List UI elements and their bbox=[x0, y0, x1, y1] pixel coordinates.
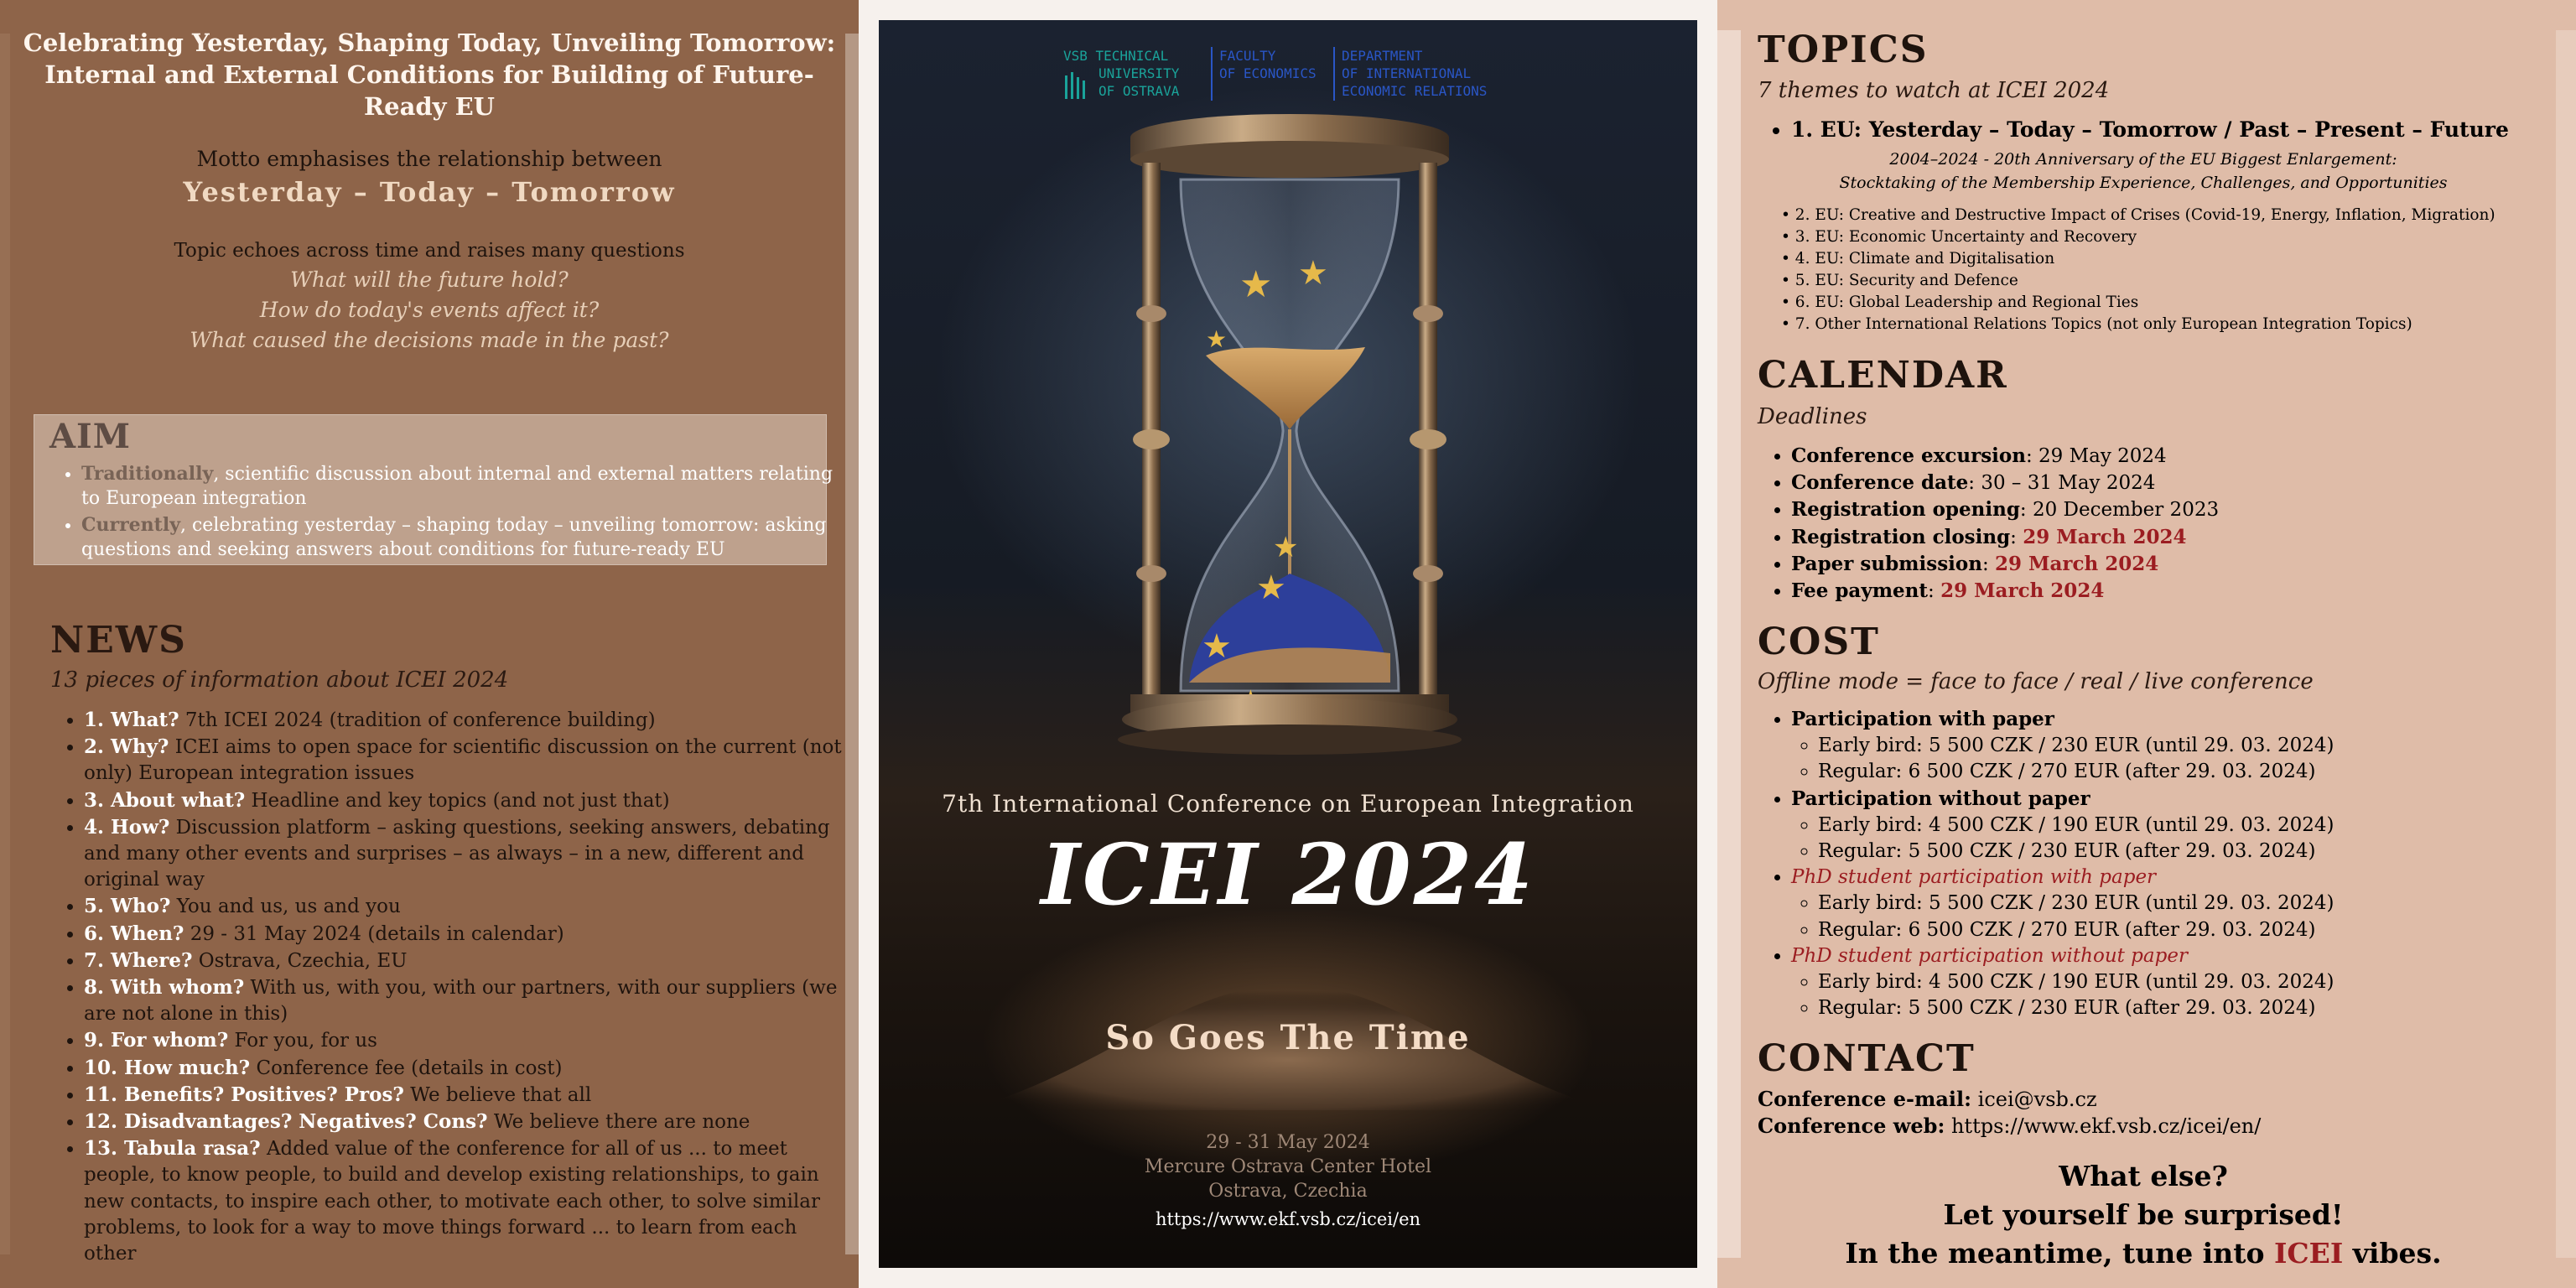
news-item bbox=[84, 734, 855, 787]
topic-item: • 3. EU: Economic Uncertainty and Recovery bbox=[1781, 226, 2496, 248]
news-key: 8. With whom? bbox=[84, 976, 245, 1000]
closing-line-3 bbox=[1758, 1234, 2529, 1273]
svg-text:★: ★ bbox=[1206, 325, 1228, 353]
list-item: • 1. EU: Yesterday – Today – Tomorrow / Past – Present – Future bbox=[1791, 117, 2509, 142]
calendar-label: Paper submission bbox=[1791, 552, 1982, 575]
news-item bbox=[84, 893, 855, 920]
panel-edge bbox=[1717, 30, 1741, 1258]
logo-line: OF ECONOMICS bbox=[1219, 65, 1317, 81]
news-text: Ostrava, Czechia, EU bbox=[192, 949, 408, 972]
closing-message bbox=[1758, 1157, 2529, 1273]
svg-text:★: ★ bbox=[1273, 531, 1299, 564]
contact-web-row bbox=[1758, 1114, 2261, 1138]
calendar-date: 29 March 2024 bbox=[2023, 525, 2187, 548]
news-item bbox=[84, 1027, 855, 1054]
calendar-label: Conference excursion bbox=[1791, 444, 2026, 467]
news-list bbox=[50, 707, 855, 1267]
news-item bbox=[84, 707, 855, 734]
topic-item: • 4. EU: Climate and Digitalisation bbox=[1781, 248, 2496, 270]
header-title-line-2: Internal and External Conditions for Building of Future-Ready EU bbox=[44, 60, 814, 121]
poster-venue: Mercure Ostrava Center Hotel bbox=[1144, 1156, 1432, 1177]
calendar-item bbox=[1791, 578, 2219, 605]
news-text: Conference fee (details in cost) bbox=[250, 1057, 563, 1079]
price-list bbox=[1791, 891, 2334, 943]
logo-line: OF OSTRAVA bbox=[1098, 83, 1180, 99]
aim-list bbox=[49, 462, 836, 564]
calendar-sep: : bbox=[2025, 445, 2039, 467]
topic-item: • 6. EU: Global Leadership and Regional Ties bbox=[1781, 292, 2496, 314]
list-item bbox=[81, 513, 836, 562]
logo-faculty bbox=[1219, 47, 1317, 82]
cost-heading: COST bbox=[1758, 621, 1880, 663]
calendar-date: 20 December 2023 bbox=[2032, 499, 2220, 522]
svg-text:★: ★ bbox=[1256, 569, 1286, 607]
logo-line: FACULTY bbox=[1219, 48, 1276, 64]
topic-main bbox=[1776, 117, 2509, 142]
calendar-label: Fee payment bbox=[1791, 579, 1929, 603]
question-1: What will the future hold? bbox=[290, 267, 569, 292]
news-text: ICEI aims to open space for scientific discussion on the current (not only) European integration issues bbox=[84, 736, 842, 785]
news-text: With us, with you, with our partners, with our suppliers (we are not alone in this) bbox=[84, 977, 838, 1026]
poster-city: Ostrava, Czechia bbox=[1208, 1181, 1368, 1202]
calendar-list bbox=[1766, 443, 2219, 605]
svg-text:★: ★ bbox=[1298, 254, 1328, 293]
news-text: You and us, us and you bbox=[170, 896, 401, 918]
cost-group bbox=[1791, 706, 2334, 786]
calendar-sep: : bbox=[1981, 553, 1996, 575]
news-text: Discussion platform – asking questions, seeking answers, debating and many other events and surprises – as always – in a new, different and original way bbox=[84, 816, 830, 891]
news-item bbox=[84, 974, 855, 1027]
conference-full-name: 7th International Conference on European Integration bbox=[942, 790, 1634, 818]
note-line: 2004–2024 - 20th Anniversary of the EU Biggest Enlargement: bbox=[1889, 150, 2397, 169]
closing-highlight: ICEI bbox=[2273, 1237, 2344, 1270]
price-item: ◦ Regular: 5 500 CZK / 230 EUR (after 29. 03. 2024) bbox=[1818, 839, 2334, 865]
aim-key: Traditionally bbox=[81, 463, 214, 485]
poster-dates: 29 - 31 May 2024 bbox=[1206, 1132, 1370, 1153]
calendar-subtitle: Deadlines bbox=[1758, 404, 1867, 429]
news-key: 6. When? bbox=[84, 922, 184, 945]
conference-title: ICEI 2024 bbox=[1041, 825, 1535, 924]
logo-line: OF INTERNATIONAL bbox=[1342, 65, 1472, 81]
calendar-item bbox=[1791, 524, 2219, 551]
news-item bbox=[84, 1135, 855, 1267]
aim-text: , celebrating yesterday – shaping today – unveiling tomorrow: asking questions and seeking answers about conditions for future-ready EU bbox=[81, 515, 827, 560]
calendar-date: 29 March 2024 bbox=[1995, 552, 2159, 575]
price-item: ◦ Regular: 5 500 CZK / 230 EUR (after 29. 03. 2024) bbox=[1818, 995, 2334, 1021]
calendar-label: Conference date bbox=[1791, 471, 1969, 495]
logo-department bbox=[1342, 47, 1487, 100]
cost-group-label: Participation with paper bbox=[1791, 708, 2054, 730]
calendar-sep: : bbox=[2019, 499, 2033, 522]
panel-edge bbox=[2556, 30, 2576, 1258]
news-text: We believe that all bbox=[403, 1083, 592, 1106]
calendar-date: 29 March 2024 bbox=[1940, 579, 2105, 603]
header-title-line-1: Celebrating Yesterday, Shaping Today, Unveiling Tomorrow: bbox=[23, 29, 836, 57]
topic-main-note bbox=[1758, 148, 2529, 195]
news-item bbox=[84, 1055, 855, 1082]
topics-heading: TOPICS bbox=[1758, 29, 1929, 71]
news-key: 4. How? bbox=[84, 815, 170, 839]
calendar-heading: CALENDAR bbox=[1758, 354, 2008, 397]
svg-text:★: ★ bbox=[1239, 263, 1273, 306]
calendar-date: 29 May 2024 bbox=[2038, 445, 2167, 467]
calendar-label: Registration closing bbox=[1791, 525, 2011, 548]
calendar-sep: : bbox=[2010, 526, 2023, 548]
poster-url[interactable]: https://www.ekf.vsb.cz/icei/en bbox=[1155, 1209, 1421, 1229]
news-text: Headline and key topics (and not just that) bbox=[245, 789, 670, 812]
note-line: Stocktaking of the Membership Experience, Challenges, and Opportunities bbox=[1839, 174, 2448, 192]
news-key: 1. What? bbox=[84, 709, 179, 731]
svg-text:★: ★ bbox=[1202, 627, 1232, 666]
panel-edge bbox=[0, 34, 10, 1254]
topic-item: • 2. EU: Creative and Destructive Impact of Crises (Covid-19, Energy, Inflation, Migration) bbox=[1781, 205, 2496, 226]
contact-email[interactable]: icei@vsb.cz bbox=[1977, 1088, 2097, 1111]
topic-item: • 7. Other International Relations Topics (not only European Integration Topics) bbox=[1781, 314, 2496, 335]
calendar-item bbox=[1791, 551, 2219, 578]
calendar-label: Registration opening bbox=[1791, 498, 2020, 522]
contact-email-label: Conference e-mail: bbox=[1758, 1087, 1972, 1111]
news-key: 13. Tabula rasa? bbox=[84, 1137, 261, 1161]
news-key: 9. For whom? bbox=[84, 1029, 229, 1052]
logo-divider bbox=[1211, 47, 1213, 101]
news-item bbox=[84, 1109, 855, 1135]
news-subtitle: 13 pieces of information about ICEI 2024 bbox=[50, 667, 509, 693]
closing-line-1: What else? bbox=[2059, 1160, 2228, 1192]
motto: Yesterday – Today – Tomorrow bbox=[183, 176, 676, 208]
cost-group-label: Participation without paper bbox=[1791, 787, 2090, 810]
topics-subtitle: 7 themes to watch at ICEI 2024 bbox=[1758, 78, 2110, 103]
news-key: 3. About what? bbox=[84, 788, 246, 812]
price-list bbox=[1791, 969, 2334, 1021]
topics-list bbox=[1781, 205, 2496, 335]
poster bbox=[879, 20, 1697, 1268]
logo-divider bbox=[1333, 47, 1335, 101]
cost-group-label: PhD student participation with paper bbox=[1791, 866, 2157, 889]
price-item: ◦ Regular: 6 500 CZK / 270 EUR (after 29. 03. 2024) bbox=[1818, 917, 2334, 943]
cost-subtitle: Offline mode = face to face / real / live conference bbox=[1758, 669, 2314, 694]
calendar-item bbox=[1791, 470, 2219, 496]
left-panel bbox=[0, 0, 859, 1288]
contact-web[interactable]: https://www.ekf.vsb.cz/icei/en/ bbox=[1950, 1114, 2262, 1138]
news-text: 29 - 31 May 2024 (details in calendar) bbox=[184, 922, 564, 945]
news-key: 5. Who? bbox=[84, 895, 171, 918]
topic-intro: Topic echoes across time and raises many questions bbox=[174, 240, 685, 262]
price-item: ◦ Early bird: 4 500 CZK / 190 EUR (until 29. 03. 2024) bbox=[1818, 813, 2334, 839]
price-item: ◦ Early bird: 5 500 CZK / 230 EUR (until 29. 03. 2024) bbox=[1818, 891, 2334, 917]
contact-web-label: Conference web: bbox=[1758, 1114, 1945, 1138]
news-key: 2. Why? bbox=[84, 735, 169, 759]
news-text: Added value of the conference for all of us ... to meet people, to know people, to build and develop existing relationships, to gain new contacts, to inspire each other, to motivate each other, to solve similar problems, to look for a way to move things forward ... to learn from each other bbox=[84, 1138, 820, 1265]
news-heading: NEWS bbox=[50, 619, 187, 662]
logo-university bbox=[1063, 47, 1179, 100]
calendar-sep: : bbox=[1968, 472, 1981, 495]
question-2: How do today's events affect it? bbox=[259, 298, 600, 322]
calendar-item bbox=[1791, 496, 2219, 523]
motto-intro: Motto emphasises the relationship between bbox=[196, 147, 662, 171]
contact-heading: CONTACT bbox=[1758, 1037, 1976, 1080]
aim-box bbox=[34, 414, 834, 565]
logo-line: ECONOMIC RELATIONS bbox=[1342, 83, 1488, 99]
news-item bbox=[84, 948, 855, 974]
price-list bbox=[1791, 733, 2334, 785]
logo-line: UNIVERSITY bbox=[1098, 65, 1180, 81]
price-item: ◦ Early bird: 4 500 CZK / 190 EUR (until 29. 03. 2024) bbox=[1818, 969, 2334, 995]
news-text: 7th ICEI 2024 (tradition of conference building) bbox=[179, 709, 656, 731]
news-key: 7. Where? bbox=[84, 948, 193, 972]
price-list bbox=[1791, 813, 2334, 865]
news-item bbox=[84, 814, 855, 894]
closing-line-2: Let yourself be surprised! bbox=[1943, 1198, 2344, 1231]
aim-heading: AIM bbox=[49, 417, 132, 456]
cost-group-label: PhD student participation without paper bbox=[1791, 944, 2188, 967]
list-item bbox=[81, 462, 836, 511]
logo-line: DEPARTMENT bbox=[1342, 48, 1423, 64]
cost-group bbox=[1791, 865, 2334, 943]
logo-line: VSB TECHNICAL bbox=[1063, 48, 1169, 64]
cost-list bbox=[1766, 706, 2334, 1021]
cost-group bbox=[1791, 786, 2334, 865]
closing-text: vibes. bbox=[2343, 1237, 2442, 1270]
calendar-date: 30 – 31 May 2024 bbox=[1981, 472, 2156, 495]
cost-group bbox=[1791, 943, 2334, 1022]
news-key: 10. How much? bbox=[84, 1056, 251, 1079]
news-text: We believe there are none bbox=[487, 1111, 750, 1134]
calendar-item bbox=[1791, 443, 2219, 470]
contact-email-row bbox=[1758, 1087, 2097, 1111]
closing-text: In the meantime, tune into bbox=[1845, 1237, 2274, 1270]
news-item bbox=[84, 787, 855, 814]
slogan: So Goes The Time bbox=[1105, 1018, 1471, 1057]
news-key: 11. Benefits? Positives? Pros? bbox=[84, 1083, 404, 1106]
price-item: ◦ Regular: 6 500 CZK / 270 EUR (after 29. 03. 2024) bbox=[1818, 759, 2334, 785]
price-item: ◦ Early bird: 5 500 CZK / 230 EUR (until 29. 03. 2024) bbox=[1818, 733, 2334, 759]
topic-item: • 5. EU: Security and Defence bbox=[1781, 270, 2496, 292]
aim-key: Currently bbox=[81, 514, 180, 536]
news-key: 12. Disadvantages? Negatives? Cons? bbox=[84, 1110, 488, 1134]
calendar-sep: : bbox=[1928, 580, 1941, 603]
question-3: What caused the decisions made in the past? bbox=[190, 328, 669, 352]
news-item bbox=[84, 1082, 855, 1109]
news-item bbox=[84, 921, 855, 948]
aim-text: , scientific discussion about internal and external matters relating to European integration bbox=[81, 464, 834, 509]
hourglass-icon bbox=[1105, 104, 1474, 775]
news-text: For you, for us bbox=[228, 1030, 377, 1052]
